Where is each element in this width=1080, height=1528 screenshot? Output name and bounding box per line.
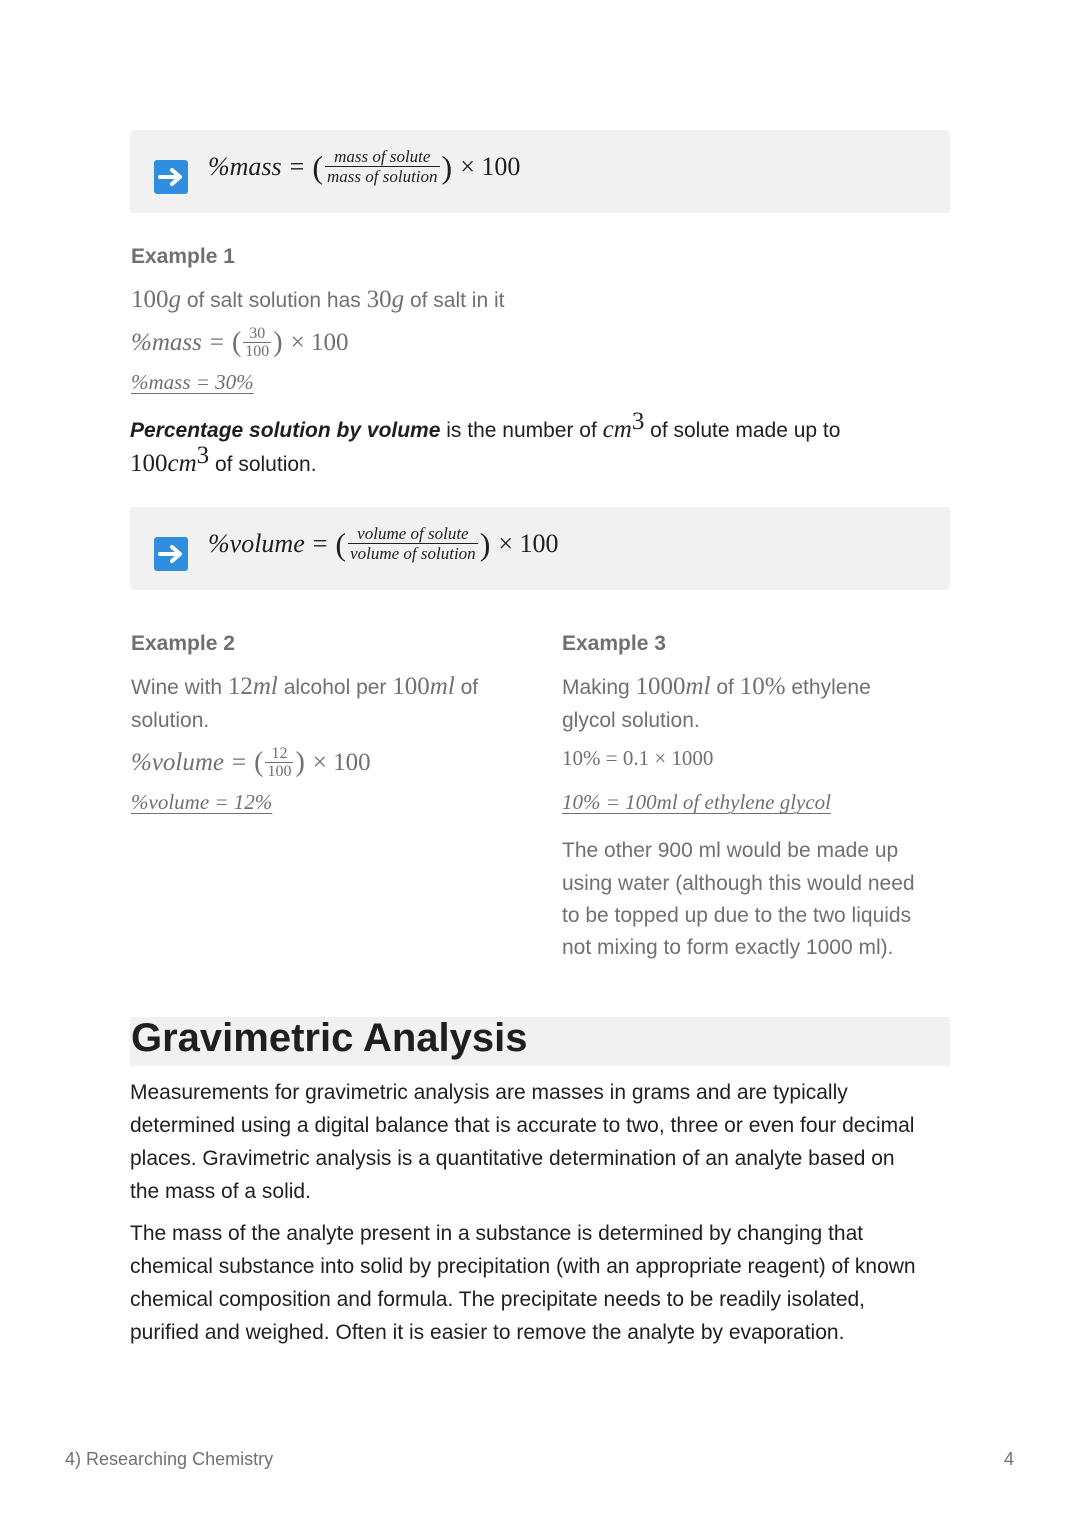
- formula-fraction: [325, 147, 440, 186]
- example3-note-line1: The other 900 ml would be made up: [562, 839, 899, 862]
- fraction-numerator: mass of solute: [334, 147, 431, 166]
- volume-definition: Percentage solution by volume is the number of $cm^3$ of solute made up to $100cm^3$ of solution.: [130, 408, 841, 477]
- example1-calculation: %mass = ( $\frac{30}{100}$ ) × 100: [131, 325, 349, 360]
- formula-eq: =: [289, 151, 305, 181]
- example3-note-line2: using water (although this would need: [562, 872, 915, 895]
- formula-multiplier: × 100: [460, 151, 521, 181]
- fraction-denominator: mass of solution: [327, 167, 438, 186]
- example2-statement-line2: solution.: [131, 709, 210, 732]
- example3-heading: Example 3: [562, 632, 666, 655]
- gravimetric-paragraph-2: The mass of the analyte present in a substance is determined by changing that chemical substance into solid by precipitation (with an appropriate reagent) of known chemical composition and formula. The precipitate needs to be readily isolated, purified and weighed. Often it is easier to remove the analyte by evaporation.: [130, 1222, 916, 1344]
- example3-calculation: 10% = 0.1 × 1000: [562, 746, 714, 770]
- section-heading: Gravimetric Analysis: [131, 1016, 528, 1060]
- gravimetric-paragraph-1: Measurements for gravimetric analysis are masses in grams and are typically determined using a digital balance that is accurate to two, three or even four decimal places. Gravimetric analysis is a quantitative determination of an analyte based on the mass of a solid.: [130, 1081, 915, 1203]
- example2-heading: Example 2: [131, 632, 235, 655]
- mass-formula: %mass = ( $\frac{\text{mass of solute}}{\text{mass of solution}}$ ) × 100: [208, 147, 521, 186]
- example1-statement: 100g of salt solution has 30g of salt in it: [131, 286, 505, 313]
- example1-result: %mass = 30%: [131, 370, 254, 394]
- example3-result: 10% = 100ml of ethylene glycol: [562, 790, 832, 814]
- example3-note-line4: not mixing to form exactly 1000 ml).: [562, 936, 894, 959]
- footer-section-title: 4) Researching Chemistry: [65, 1449, 274, 1469]
- example2-statement-line1: Wine with 12ml alcohol per 100ml of: [131, 673, 479, 700]
- volume-formula: %volume = ( $\frac{\text{volume of solute}}{\text{volume of solution}}$ ) × 100: [208, 524, 559, 563]
- formula-lhs: %mass: [208, 151, 282, 181]
- example3-statement-line2: glycol solution.: [562, 709, 700, 732]
- example3-note-line3: to be topped up due to the two liquids: [562, 904, 912, 927]
- page-number: 4: [1004, 1449, 1015, 1469]
- right-arrow-icon: [154, 160, 188, 194]
- example2-result: %volume = 12%: [131, 790, 273, 814]
- example3-statement-line1: Making 1000ml of 10% ethylene: [562, 673, 871, 700]
- mass-formula-callout: [130, 130, 950, 213]
- example2-calculation: %volume = ( $\frac{12}{100}$ ) × 100: [131, 745, 371, 780]
- right-arrow-icon: [154, 537, 188, 571]
- example1-heading: Example 1: [131, 245, 235, 268]
- volume-formula-callout: [130, 507, 950, 590]
